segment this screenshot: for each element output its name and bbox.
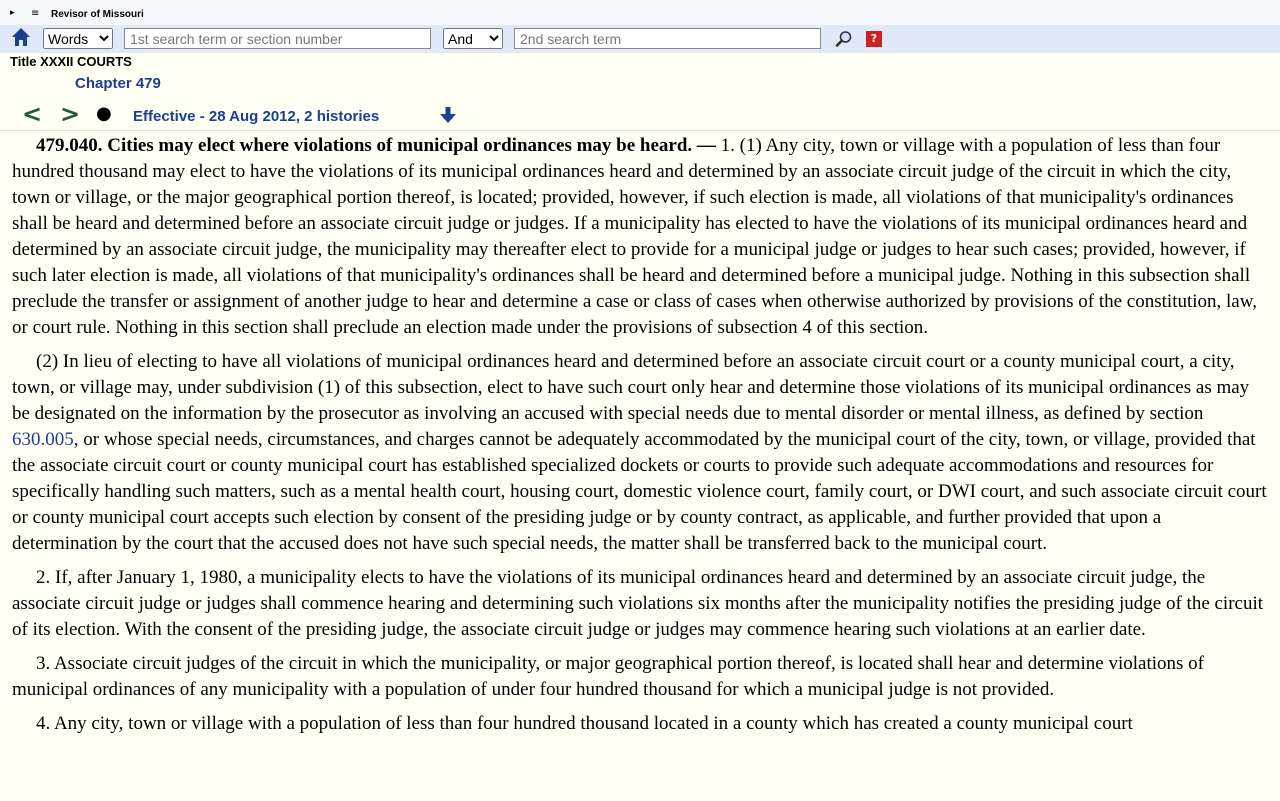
expand-toggle-icon[interactable]: ▸ <box>10 8 15 18</box>
search-operator-select[interactable] <box>443 28 503 49</box>
site-name-link[interactable]: Revisor of Missouri <box>51 9 144 20</box>
statute-paragraph <box>0 349 1280 557</box>
statute-paragraph: 4. Any city, town or village with a population of less than four hundred thousand located in a county which has created a county municipal court <box>36 713 1133 734</box>
statute-paragraph <box>0 131 1280 341</box>
chapter-link[interactable]: Chapter 479 <box>75 75 161 92</box>
magnifier-icon[interactable] <box>835 30 853 48</box>
search-bar <box>0 25 1280 53</box>
arrow-down-icon[interactable] <box>440 106 456 124</box>
search-mode-select[interactable] <box>43 28 113 49</box>
statute-paragraph: 2. If, after January 1, 1980, a municipality elects to have the violations of its municipal ordinances heard and determined by an associate circuit judge, the associate circuit judge or judges shall commence hearing and determining such violations six months after the municipality notifies the presiding judge of the circuit of its election. With the consent of the presiding judge, the associate circuit judge or judges may commence hearing such violations at an earlier date. <box>12 567 1264 640</box>
second-search-term-input[interactable] <box>514 28 821 49</box>
section-navigation <box>0 100 1280 130</box>
next-section-button[interactable]: > <box>60 100 81 128</box>
previous-section-button[interactable]: < <box>22 100 43 128</box>
title-breadcrumb[interactable]: Title XXXII COURTS <box>10 54 132 69</box>
section-reference-link[interactable]: 630.005 <box>12 429 74 450</box>
menu-icon[interactable]: ≡ <box>31 8 40 19</box>
first-search-term-input[interactable] <box>124 28 431 49</box>
paragraph-text: (2) In lieu of electing to have all violations of municipal ordinances heard and determined before an associate circuit court or a county municipal court, a city, town, or village may, under subdivision (1) of this subsection, elect to have such court only hear and determine those violations of its municipal ordinances as may be designated on the information by the prosecutor as involving an accused with special needs due to mental disorder or mental illness, as defined by section <box>12 351 1250 424</box>
home-icon[interactable] <box>11 26 31 48</box>
effective-date-link[interactable]: Effective - 28 Aug 2012, 2 histories <box>133 108 380 125</box>
site-header <box>0 0 1280 25</box>
help-button[interactable]: ? <box>866 31 882 47</box>
paragraph-text: 1. (1) Any city, town or village with a population of less than four hundred thousand may elect to have the violations of its municipal ordinances heard and determined by an associate circuit judge of the circuit in which the city, town or village, or the major geographical portion thereof, is located; provided, however, if such election is made, all violations of that municipality's ordinances shall be heard and determined before an associate circuit judge or judges. If a municipality has elected to have the violations of its municipal ordinances heard and determined by an associate circuit judge, the municipality may thereafter elect to provide for a municipal judge or judges to hear such cases; provided, however, if such later election is made, all violations of that municipality's ordinances shall be heard and determined before a municipal judge. Nothing in this subsection shall preclude the transfer or assignment of another judge to hear and determine a case or class of cases when otherwise authorized by provisions of the constitution, law, or court rule. Nothing in this section shall preclude an election made under the provisions of subsection 4 of this section. <box>12 135 1257 338</box>
current-section-dot[interactable]: ● <box>96 103 112 124</box>
statute-paragraph: 3. Associate circuit judges of the circuit in which the municipality, or major geographical portion thereof, is located shall hear and determine violations of municipal ordinances of any municipality with a population of under four hundred thousand for which a municipal judge is not provided. <box>12 653 1204 700</box>
section-heading: 479.040. Cities may elect where violations of municipal ordinances may be heard. — <box>36 135 716 156</box>
paragraph-text: , or whose special needs, circumstances, and charges cannot be adequately accommodated by the municipal court of the city, town, or village, provided that the associate circuit court or county municipal court has established specialized dockets or courts to provide such adequate accommodations and resources for specifically handling such matters, such as a mental health court, housing court, domestic violence court, family court, or DWI court, and such associate circuit court or county municipal court accepts such election by consent of the presiding judge or by county contract, as applicable, and further provided that upon a determination by the court that the accused does not have such special needs, the matter shall be transferred back to the municipal court. <box>12 429 1267 554</box>
statute-text <box>0 130 1280 801</box>
